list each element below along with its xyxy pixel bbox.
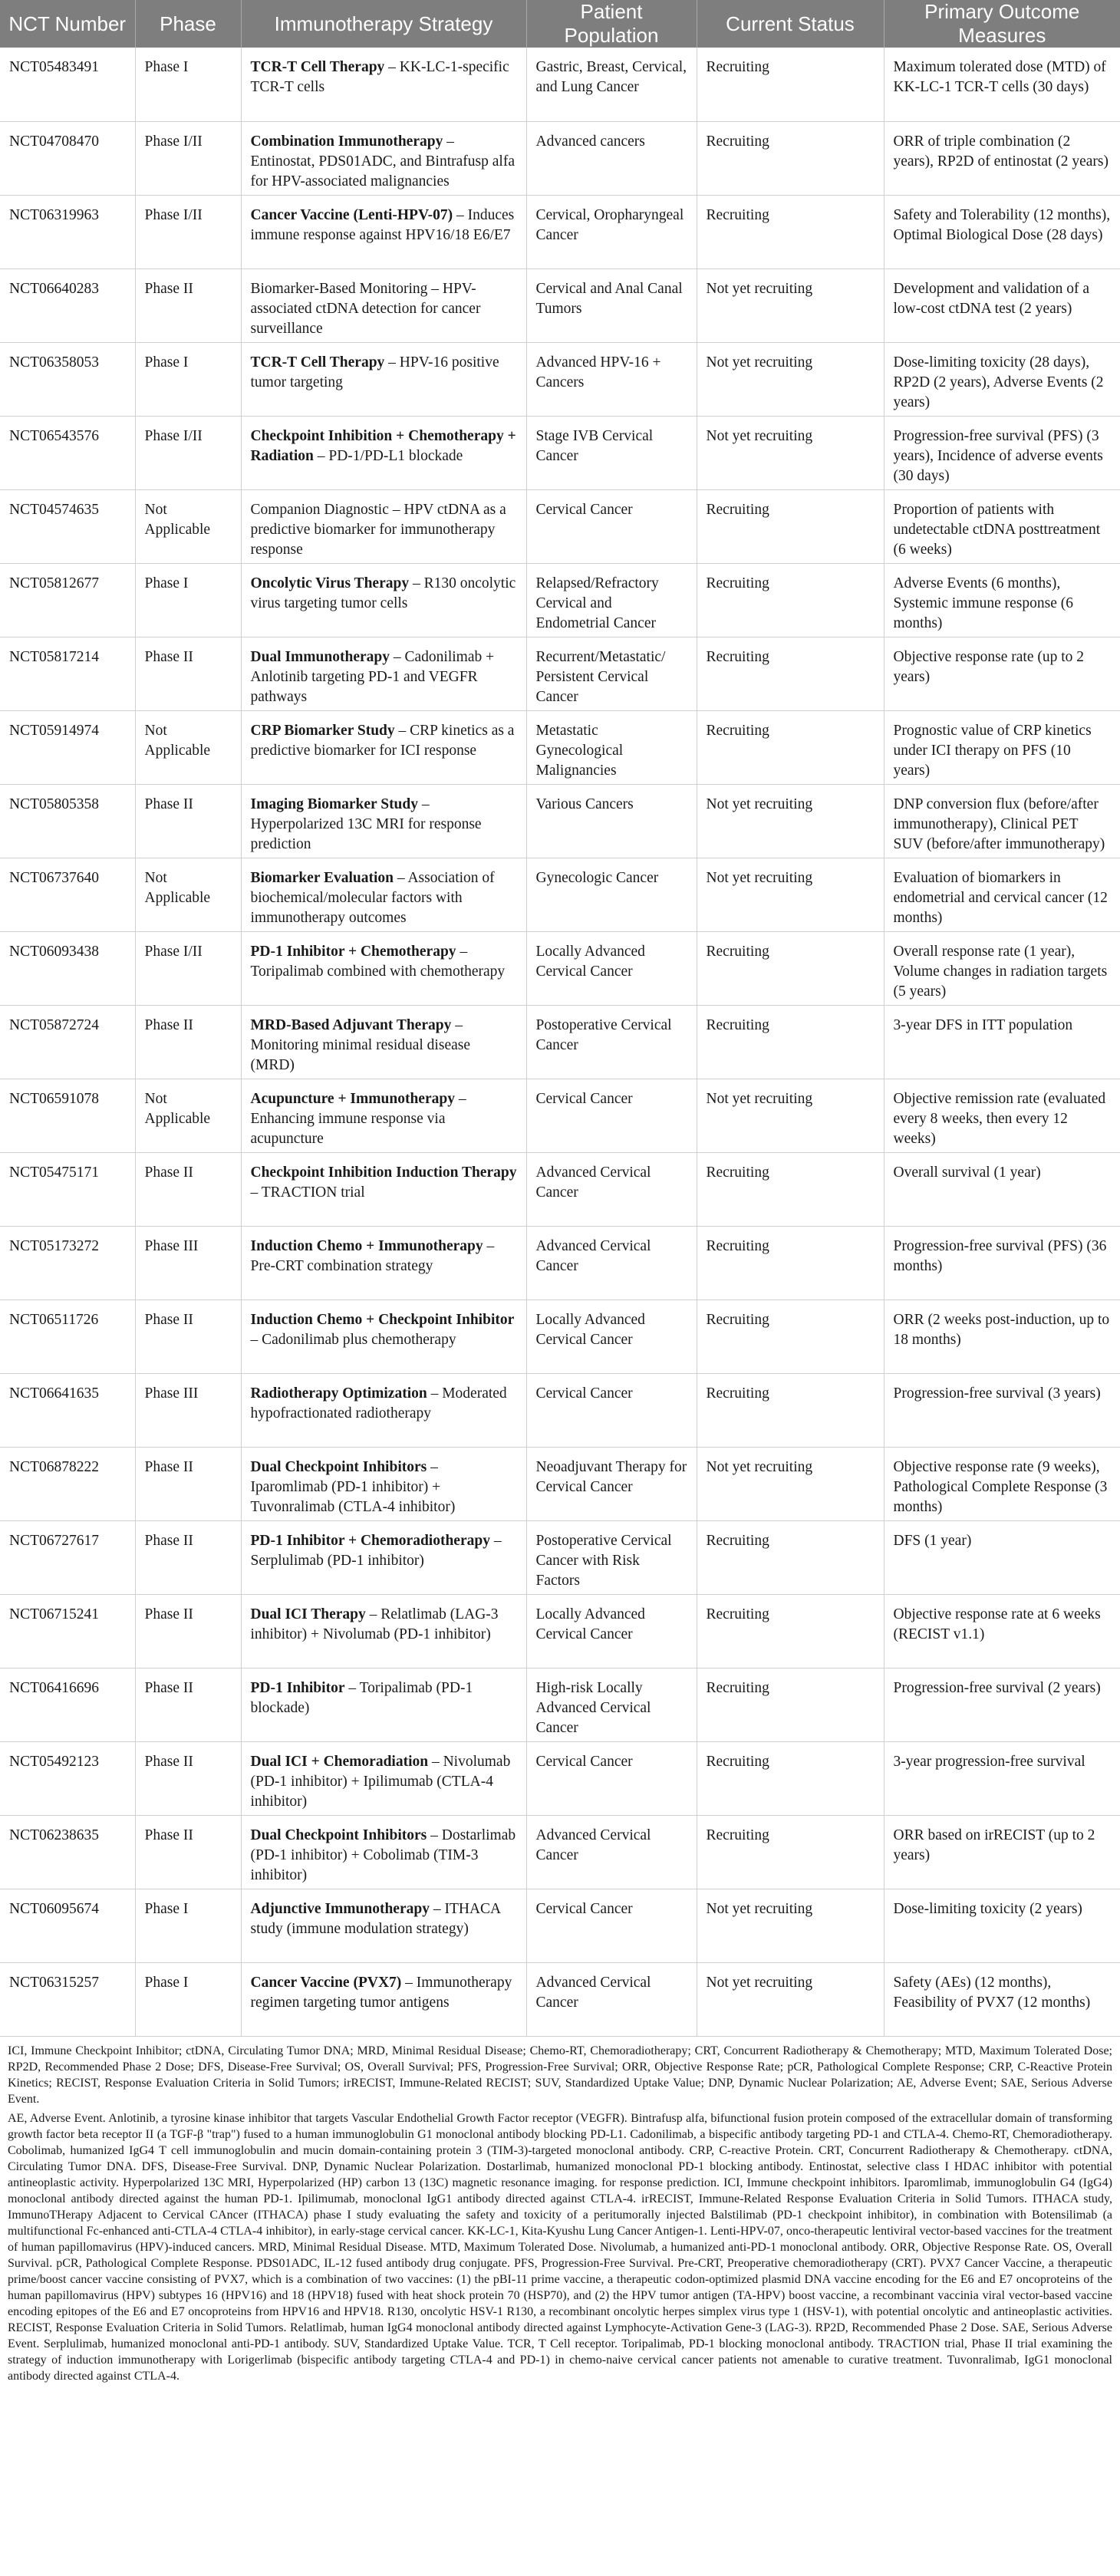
cell-population: Advanced cancers — [526, 121, 697, 195]
cell-phase: Phase II — [135, 1300, 241, 1373]
cell-population: Advanced Cervical Cancer — [526, 1815, 697, 1889]
cell-population: Gastric, Breast, Cervical, and Lung Cancer — [526, 48, 697, 121]
table-row — [0, 1520, 1120, 1594]
strategy-description: – Association of biochemical/molecular factors with immunotherapy outcomes — [250, 869, 495, 926]
cell-nct-number: NCT06727617 — [0, 1520, 135, 1594]
cell-status: Recruiting — [697, 1594, 884, 1668]
strategy-description: – ITHACA study (immune modulation strategy) — [250, 1900, 501, 1937]
table-row — [0, 1668, 1120, 1741]
cell-status: Recruiting — [697, 710, 884, 784]
table-row — [0, 1300, 1120, 1373]
cell-population: Postoperative Cervical Cancer with Risk Factors — [526, 1520, 697, 1594]
cell-outcome: 3-year progression-free survival — [884, 1741, 1120, 1815]
cell-population: Gynecologic Cancer — [526, 858, 697, 931]
cell-strategy — [241, 784, 526, 858]
cell-outcome: Objective response rate (up to 2 years) — [884, 637, 1120, 710]
header-nct-number: NCT Number — [0, 0, 135, 48]
strategy-description: – Induces immune response against HPV16/18 E6/E7 — [250, 206, 515, 243]
table-row — [0, 342, 1120, 416]
cell-nct-number: NCT06319963 — [0, 195, 135, 268]
header-population: Patient Population — [526, 0, 697, 48]
cell-strategy — [241, 195, 526, 268]
table-row — [0, 563, 1120, 637]
cell-nct-number: NCT04574635 — [0, 489, 135, 563]
table-body — [0, 48, 1120, 2036]
header-strategy: Immunotherapy Strategy — [241, 0, 526, 48]
strategy-description: Companion Diagnostic – HPV ctDNA as a predictive biomarker for immunotherapy response — [250, 501, 506, 558]
cell-phase: Phase II — [135, 1741, 241, 1815]
strategy-description: – Pre-CRT combination strategy — [250, 1237, 495, 1274]
cell-strategy — [241, 416, 526, 489]
cell-outcome: Evaluation of biomarkers in endometrial and cervical cancer (12 months) — [884, 858, 1120, 931]
cell-nct-number: NCT06715241 — [0, 1594, 135, 1668]
strategy-name: Adjunctive Immunotherapy — [250, 1900, 430, 1917]
cell-strategy — [241, 1226, 526, 1300]
strategy-name: Checkpoint Inhibition Induction Therapy — [250, 1164, 517, 1181]
cell-status: Recruiting — [697, 1741, 884, 1815]
cell-population: Metastatic Gynecological Malignancies — [526, 710, 697, 784]
strategy-name: Radiotherapy Optimization — [250, 1385, 427, 1402]
cell-strategy — [241, 48, 526, 121]
cell-phase: Phase II — [135, 784, 241, 858]
table-header-row — [0, 0, 1120, 48]
strategy-name: Cancer Vaccine (Lenti-HPV-07) — [250, 206, 453, 223]
cell-outcome: Safety (AEs) (12 months), Feasibility of PVX7 (12 months) — [884, 1962, 1120, 2036]
cell-status: Not yet recruiting — [697, 268, 884, 342]
cell-outcome: Progression-free survival (3 years) — [884, 1373, 1120, 1447]
table-row — [0, 121, 1120, 195]
cell-population: Locally Advanced Cervical Cancer — [526, 1594, 697, 1668]
strategy-description: – Moderated hypofractionated radiotherapy — [250, 1385, 507, 1421]
cell-phase: Phase III — [135, 1226, 241, 1300]
cell-phase: Phase II — [135, 268, 241, 342]
cell-outcome: Prognostic value of CRP kinetics under ICI therapy on PFS (10 years) — [884, 710, 1120, 784]
cell-phase: Phase I/II — [135, 416, 241, 489]
strategy-name: Imaging Biomarker Study — [250, 796, 418, 812]
cell-outcome: Development and validation of a low-cost ctDNA test (2 years) — [884, 268, 1120, 342]
strategy-description: – KK-LC-1-specific TCR-T cells — [250, 59, 509, 95]
cell-nct-number: NCT05914974 — [0, 710, 135, 784]
cell-strategy — [241, 342, 526, 416]
table-row — [0, 416, 1120, 489]
cell-population: Neoadjuvant Therapy for Cervical Cancer — [526, 1447, 697, 1520]
cell-nct-number: NCT06641635 — [0, 1373, 135, 1447]
strategy-name: CRP Biomarker Study — [250, 722, 395, 739]
cell-population: Cervical Cancer — [526, 1373, 697, 1447]
cell-status: Recruiting — [697, 1520, 884, 1594]
cell-nct-number: NCT06878222 — [0, 1447, 135, 1520]
strategy-description: – Toripalimab combined with chemotherapy — [250, 943, 506, 980]
cell-nct-number: NCT05475171 — [0, 1152, 135, 1226]
cell-outcome: ORR of triple combination (2 years), RP2D of entinostat (2 years) — [884, 121, 1120, 195]
cell-phase: Phase I/II — [135, 121, 241, 195]
cell-strategy — [241, 1594, 526, 1668]
cell-phase: Not Applicable — [135, 489, 241, 563]
table-footnotes — [0, 2037, 1120, 2384]
table-row — [0, 489, 1120, 563]
cell-strategy — [241, 1373, 526, 1447]
cell-status: Not yet recruiting — [697, 1962, 884, 2036]
cell-phase: Phase II — [135, 1152, 241, 1226]
table-row — [0, 1815, 1120, 1889]
footnote-abbreviations: ICI, Immune Checkpoint Inhibitor; ctDNA, Circulating Tumor DNA; MRD, Minimal Residual Disease; Chemo-RT, Chemoradiotherapy; CRT, Concurrent Radiotherapy & Chemotherapy; MTD, Maximum Tolerated Dose; RP2D, Recommended Phase 2 Dose; DFS, Disease-Free Survival; OS, Overall Survival; PFS, Progression-Free Survival; ORR, Objective Response Rate; pCR, Pathological Complete Response; CRP, C-Reactive Protein Kinetics; RECIST, Response Evaluation Criteria in Solid Tumors; irRECIST, Immune-Related RECIST; SUV, Standardized Uptake Value; DNP, Dynamic Nuclear Polarization; AE, Adverse Event; SAE, Serious Adverse Event. — [8, 2044, 1112, 2106]
cell-population: Stage IVB Cervical Cancer — [526, 416, 697, 489]
cell-status: Recruiting — [697, 563, 884, 637]
cell-nct-number: NCT06095674 — [0, 1889, 135, 1962]
cell-population: Advanced Cervical Cancer — [526, 1226, 697, 1300]
table-row — [0, 1447, 1120, 1520]
header-outcome: Primary Outcome Measures — [884, 0, 1120, 48]
strategy-description: – PD-1/PD-L1 blockade — [313, 447, 463, 464]
strategy-name: TCR-T Cell Therapy — [250, 354, 385, 371]
cell-nct-number: NCT06640283 — [0, 268, 135, 342]
strategy-description: – TRACTION trial — [250, 1184, 365, 1201]
cell-phase: Phase II — [135, 1005, 241, 1079]
cell-phase: Phase II — [135, 1668, 241, 1741]
cell-population: Advanced Cervical Cancer — [526, 1962, 697, 2036]
cell-nct-number: NCT06737640 — [0, 858, 135, 931]
cell-nct-number: NCT06511726 — [0, 1300, 135, 1373]
cell-outcome: 3-year DFS in ITT population — [884, 1005, 1120, 1079]
cell-phase: Not Applicable — [135, 710, 241, 784]
cell-phase: Phase I — [135, 1962, 241, 2036]
cell-population: Recurrent/Metastatic/ Persistent Cervical Cancer — [526, 637, 697, 710]
header-status: Current Status — [697, 0, 884, 48]
cell-nct-number: NCT05817214 — [0, 637, 135, 710]
cell-nct-number: NCT05492123 — [0, 1741, 135, 1815]
strategy-name: Checkpoint Inhibition + Chemotherapy + Radiation — [250, 427, 516, 464]
strategy-name: Acupuncture + Immunotherapy — [250, 1090, 455, 1107]
strategy-name: TCR-T Cell Therapy — [250, 59, 385, 75]
cell-population: Cervical, Oropharyngeal Cancer — [526, 195, 697, 268]
cell-status: Not yet recruiting — [697, 342, 884, 416]
cell-phase: Phase II — [135, 1447, 241, 1520]
strategy-description: – Cadonilimab + Anlotinib targeting PD-1 and VEGFR pathways — [250, 648, 495, 705]
footnote-definitions: AE, Adverse Event. Anlotinib, a tyrosine kinase inhibitor that targets Vascular Endothelial Growth Factor receptor (VEGFR). Bintrafusp alfa, bifunctional fusion protein composed of the extracellular domain of transforming growth factor beta receptor II (a TGF-β "trap") fused to a human immunoglobulin G1 monoclonal antibody blocking PD-L1. Cadonilimab, a bispecific antibody targeting PD-1 and CTLA-4. Chemo-RT, Chemoradiotherapy. Cobolimab, humanized IgG4 T cell immunoglobulin and mucin domain-containing protein 3 (TIM-3)-targeted monoclonal antibody. CRP, C-reactive Protein. CRT, Concurrent Radiotherapy & Chemotherapy. ctDNA, Circulating Tumor DNA. DFS, Disease-Free Survival. DNP, Dynamic Nuclear Polarization. Dostarlimab, humanized monoclonal PD-1 blocking antibody. Entinostat, selective class I HDAC inhibitor with potential antineoplastic activity. Hyperpolarized 13C MRI, Hyperpolarized (HP) carbon 13 (13C) magnetic resonance imaging. for response prediction. ICI, Immune checkpoint inhibitors. Iparomlimab, immunoglobulin G4 (IgG4) monoclonal antibody directed against the human PD-1. Ipilimumab, monoclonal IgG1 antibody directed against CTLA-4. irRECIST, Immune-Related Response Evaluation Criteria in Solid Tumors. ITHACA study, ImmunoTHerapy Adjacent to Cervical CAncer (ITHACA) phase I study evaluating the safety and toxicity of a peritumorally injected Balstilimab (PD-1 checkpoint inhibitor), in combination with Botensilimab (a multifunctional Fc-enhanced anti-CTLA-4 CTLA-4 inhibitor), in early-stage cervical cancer. KK-LC-1, Kita-Kyushu Lung Cancer Antigen-1. Lenti-HPV-07, onco-therapeutic lentiviral vector-based vaccines for the treatment of human papillomavirus (HPV)-induced cancers. MRD, Minimal Residual Disease. MTD, Maximum Tolerated Dose. Nivolumab, a humanized anti-PD-1 monoclonal antibody. ORR, Objective Response Rate. OS, Overall Survival. pCR, Pathological Complete Response. PDS01ADC, IL-12 fused antibody drug conjugate. PFS, Progression-Free Survival. Pre-CRT, Preoperative chemoradiotherapy (CRT). PVX7 Cancer Vaccine, a therapeutic prime/boost cancer vaccine consisting of PVX7, which is a combination of two vaccines: (1) the pBI-11 prime vaccine, a therapeutic codon-optimized plasmid DNA vaccine encoding for the E6 and E7 oncoproteins of the human papillomavirus (HPV) subtypes 16 (HPV16) and 18 (HPV18) fused with heat shock protein 70 (HSP70), and (2) the HPV tumor antigen (TA-HPV) boost vaccine, a recombinant vaccinia viral vector-based vaccine encoding epitopes of the E6 and E7 oncoproteins from HPV16 and HPV18. R130, oncolytic HSV-1 R130, a recombinant oncolytic herpes simplex virus type 1 (HSV-1), with potential oncolytic and antineoplastic activities. RECIST, Response Evaluation Criteria in Solid Tumors. Relatlimab, human IgG4 monoclonal antibody directed against Lymphocyte-Activation Gene-3 (LAG-3). RP2D, Recommended Phase 2 Dose. SAE, Serious Adverse Event. Serplulimab, humanized monoclonal anti-PD-1 antibody. SUV, Standardized Uptake Value. TCR, T Cell receptor. Toripalimab, PD-1 blocking monoclonal antibody. TRACTION trial, Phase II trial examining the strategy of induction immunotherapy with Lorigerlimab (bispecific antibody targeting CTLA-4 and PD-1) in chemo-naive cervical cancer patients not amenable to curative treatment. Tuvonralimab, IgG1 monoclonal antibody directed against CTLA-4. — [8, 2111, 1112, 2383]
cell-strategy — [241, 1447, 526, 1520]
cell-status: Not yet recruiting — [697, 858, 884, 931]
table-row — [0, 48, 1120, 121]
cell-nct-number: NCT05483491 — [0, 48, 135, 121]
cell-nct-number: NCT06238635 — [0, 1815, 135, 1889]
cell-phase: Phase I — [135, 1889, 241, 1962]
cell-population: Advanced HPV-16 + Cancers — [526, 342, 697, 416]
cell-outcome: Adverse Events (6 months), Systemic immune response (6 months) — [884, 563, 1120, 637]
table-row — [0, 1226, 1120, 1300]
cell-population: Various Cancers — [526, 784, 697, 858]
cell-phase: Phase I — [135, 563, 241, 637]
strategy-name: Dual Immunotherapy — [250, 648, 390, 665]
cell-outcome: ORR based on irRECIST (up to 2 years) — [884, 1815, 1120, 1889]
strategy-description: – Relatlimab (LAG-3 inhibitor) + Nivolumab (PD-1 inhibitor) — [250, 1606, 499, 1642]
cell-outcome: Overall response rate (1 year), Volume changes in radiation targets (5 years) — [884, 931, 1120, 1005]
cell-nct-number: NCT06315257 — [0, 1962, 135, 2036]
table-row — [0, 195, 1120, 268]
cell-phase: Phase I/II — [135, 931, 241, 1005]
cell-population: Locally Advanced Cervical Cancer — [526, 1300, 697, 1373]
cell-phase: Phase II — [135, 1815, 241, 1889]
cell-outcome: Maximum tolerated dose (MTD) of KK-LC-1 TCR-T cells (30 days) — [884, 48, 1120, 121]
cell-strategy — [241, 1889, 526, 1962]
cell-nct-number: NCT04708470 — [0, 121, 135, 195]
cell-status: Recruiting — [697, 1226, 884, 1300]
cell-strategy — [241, 1005, 526, 1079]
cell-outcome: Proportion of patients with undetectable ctDNA posttreatment (6 weeks) — [884, 489, 1120, 563]
cell-outcome: Progression-free survival (PFS) (3 years), Incidence of adverse events (30 days) — [884, 416, 1120, 489]
cell-status: Not yet recruiting — [697, 784, 884, 858]
table-row — [0, 784, 1120, 858]
cell-status: Not yet recruiting — [697, 416, 884, 489]
strategy-description: Biomarker-Based Monitoring – HPV-associated ctDNA detection for cancer surveillance — [250, 280, 481, 337]
cell-strategy — [241, 1152, 526, 1226]
cell-nct-number: NCT06416696 — [0, 1668, 135, 1741]
cell-status: Recruiting — [697, 1005, 884, 1079]
cell-phase: Phase II — [135, 1594, 241, 1668]
strategy-name: Oncolytic Virus Therapy — [250, 575, 410, 591]
cell-outcome: Objective response rate at 6 weeks (RECIST v1.1) — [884, 1594, 1120, 1668]
cell-strategy — [241, 931, 526, 1005]
strategy-description: – R130 oncolytic virus targeting tumor cells — [250, 575, 516, 611]
strategy-name: PD-1 Inhibitor — [250, 1679, 345, 1696]
cell-status: Recruiting — [697, 1815, 884, 1889]
strategy-description: – Serplulimab (PD-1 inhibitor) — [250, 1532, 502, 1569]
cell-phase: Phase III — [135, 1373, 241, 1447]
strategy-name: Dual Checkpoint Inhibitors — [250, 1458, 427, 1475]
table-row — [0, 268, 1120, 342]
cell-nct-number: NCT05812677 — [0, 563, 135, 637]
cell-status: Recruiting — [697, 1152, 884, 1226]
cell-strategy — [241, 1815, 526, 1889]
cell-status: Recruiting — [697, 637, 884, 710]
cell-strategy — [241, 1741, 526, 1815]
strategy-description: – Entinostat, PDS01ADC, and Bintrafusp alfa for HPV-associated malignancies — [250, 133, 515, 189]
cell-strategy — [241, 710, 526, 784]
strategy-description: – Enhancing immune response via acupuncture — [250, 1090, 466, 1147]
cell-outcome: Progression-free survival (2 years) — [884, 1668, 1120, 1741]
cell-population: Relapsed/Refractory Cervical and Endometrial Cancer — [526, 563, 697, 637]
table-row — [0, 1079, 1120, 1152]
cell-strategy — [241, 563, 526, 637]
cell-phase: Phase I — [135, 342, 241, 416]
strategy-description: – Monitoring minimal residual disease (MRD) — [250, 1016, 470, 1073]
cell-outcome: ORR (2 weeks post-induction, up to 18 months) — [884, 1300, 1120, 1373]
table-row — [0, 710, 1120, 784]
cell-outcome: Progression-free survival (PFS) (36 months) — [884, 1226, 1120, 1300]
cell-population: Cervical and Anal Canal Tumors — [526, 268, 697, 342]
table-row — [0, 637, 1120, 710]
strategy-name: MRD-Based Adjuvant Therapy — [250, 1016, 452, 1033]
cell-status: Recruiting — [697, 1668, 884, 1741]
cell-nct-number: NCT05872724 — [0, 1005, 135, 1079]
cell-status: Recruiting — [697, 195, 884, 268]
table-row — [0, 1373, 1120, 1447]
cell-phase: Phase I — [135, 48, 241, 121]
strategy-description: – Dostarlimab (PD-1 inhibitor) + Cobolimab (TIM-3 inhibitor) — [250, 1827, 516, 1883]
cell-strategy — [241, 121, 526, 195]
cell-nct-number: NCT06093438 — [0, 931, 135, 1005]
cell-population: Locally Advanced Cervical Cancer — [526, 931, 697, 1005]
strategy-name: Combination Immunotherapy — [250, 133, 443, 150]
cell-outcome: Safety and Tolerability (12 months), Optimal Biological Dose (28 days) — [884, 195, 1120, 268]
cell-nct-number: NCT05173272 — [0, 1226, 135, 1300]
cell-phase: Not Applicable — [135, 858, 241, 931]
cell-outcome: Objective remission rate (evaluated every 8 weeks, then every 12 weeks) — [884, 1079, 1120, 1152]
cell-population: Advanced Cervical Cancer — [526, 1152, 697, 1226]
cell-phase: Phase II — [135, 1520, 241, 1594]
strategy-name: Cancer Vaccine (PVX7) — [250, 1974, 402, 1991]
cell-status: Not yet recruiting — [697, 1447, 884, 1520]
cell-population: Cervical Cancer — [526, 489, 697, 563]
cell-outcome: Objective response rate (9 weeks), Pathological Complete Response (3 months) — [884, 1447, 1120, 1520]
cell-outcome: Dose-limiting toxicity (28 days), RP2D (2 years), Adverse Events (2 years) — [884, 342, 1120, 416]
strategy-name: Dual Checkpoint Inhibitors — [250, 1827, 427, 1843]
cell-phase: Not Applicable — [135, 1079, 241, 1152]
strategy-name: Biomarker Evaluation — [250, 869, 394, 886]
strategy-description: – Iparomlimab (PD-1 inhibitor) + Tuvonralimab (CTLA-4 inhibitor) — [250, 1458, 456, 1515]
table-row — [0, 1962, 1120, 2036]
cell-phase: Phase II — [135, 637, 241, 710]
cell-status: Recruiting — [697, 931, 884, 1005]
cell-population: Cervical Cancer — [526, 1741, 697, 1815]
table-row — [0, 1741, 1120, 1815]
cell-status: Not yet recruiting — [697, 1889, 884, 1962]
cell-population: Cervical Cancer — [526, 1079, 697, 1152]
strategy-name: PD-1 Inhibitor + Chemotherapy — [250, 943, 456, 960]
strategy-description: – HPV-16 positive tumor targeting — [250, 354, 499, 390]
strategy-description: – Immunotherapy regimen targeting tumor antigens — [250, 1974, 512, 2011]
strategy-description: – CRP kinetics as a predictive biomarker for ICI response — [250, 722, 515, 759]
cell-nct-number: NCT06591078 — [0, 1079, 135, 1152]
strategy-description: – Toripalimab (PD-1 blockade) — [250, 1679, 473, 1716]
cell-strategy — [241, 268, 526, 342]
cell-status: Recruiting — [697, 48, 884, 121]
cell-outcome: DFS (1 year) — [884, 1520, 1120, 1594]
table-row — [0, 1594, 1120, 1668]
table-row — [0, 1889, 1120, 1962]
cell-outcome: Overall survival (1 year) — [884, 1152, 1120, 1226]
table-row — [0, 858, 1120, 931]
cell-status: Recruiting — [697, 489, 884, 563]
strategy-name: Induction Chemo + Checkpoint Inhibitor — [250, 1311, 515, 1328]
cell-status: Recruiting — [697, 1300, 884, 1373]
cell-population: Postoperative Cervical Cancer — [526, 1005, 697, 1079]
cell-strategy — [241, 489, 526, 563]
cell-status: Recruiting — [697, 1373, 884, 1447]
strategy-description: – Cadonilimab plus chemotherapy — [250, 1331, 456, 1348]
cell-strategy — [241, 858, 526, 931]
cell-strategy — [241, 1520, 526, 1594]
strategy-name: Induction Chemo + Immunotherapy — [250, 1237, 483, 1254]
cell-phase: Phase I/II — [135, 195, 241, 268]
cell-strategy — [241, 637, 526, 710]
cell-outcome: Dose-limiting toxicity (2 years) — [884, 1889, 1120, 1962]
header-phase: Phase — [135, 0, 241, 48]
strategy-description: – Hyperpolarized 13C MRI for response prediction — [250, 796, 482, 852]
cell-strategy — [241, 1079, 526, 1152]
cell-nct-number: NCT05805358 — [0, 784, 135, 858]
strategy-name: Dual ICI + Chemoradiation — [250, 1753, 429, 1770]
cell-population: High-risk Locally Advanced Cervical Cancer — [526, 1668, 697, 1741]
cell-outcome: DNP conversion flux (before/after immunotherapy), Clinical PET SUV (before/after immunotherapy) — [884, 784, 1120, 858]
cell-status: Recruiting — [697, 121, 884, 195]
strategy-name: PD-1 Inhibitor + Chemoradiotherapy — [250, 1532, 490, 1549]
table-row — [0, 1152, 1120, 1226]
cell-strategy — [241, 1668, 526, 1741]
cell-population: Cervical Cancer — [526, 1889, 697, 1962]
cell-strategy — [241, 1300, 526, 1373]
strategy-name: Dual ICI Therapy — [250, 1606, 366, 1622]
table-row — [0, 1005, 1120, 1079]
cell-status: Not yet recruiting — [697, 1079, 884, 1152]
strategy-description: – Nivolumab (PD-1 inhibitor) + Ipilimumab (CTLA-4 inhibitor) — [250, 1753, 511, 1810]
table-row — [0, 931, 1120, 1005]
cell-nct-number: NCT06358053 — [0, 342, 135, 416]
cell-nct-number: NCT06543576 — [0, 416, 135, 489]
cell-strategy — [241, 1962, 526, 2036]
